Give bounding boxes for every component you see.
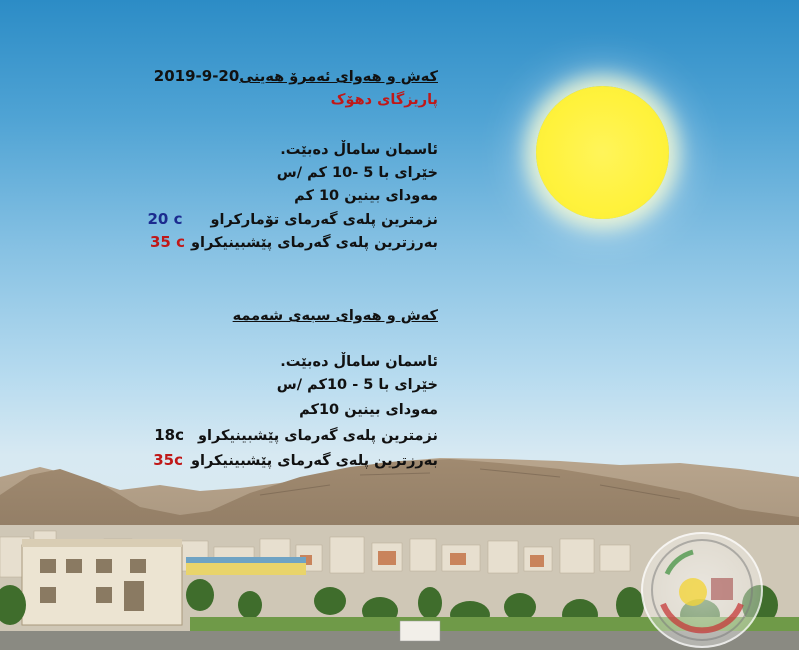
location: پاریزگای دهۆک [330, 92, 438, 108]
tomorrow-max-value: 35c [153, 451, 183, 469]
tomorrow-max-label: بەرزترین پلەی گەرمای پێشبینیکراو [191, 453, 438, 469]
today-max-temp [150, 232, 438, 253]
today-min-value: 20 c [147, 210, 183, 228]
tomorrow-heading: کەش و هەوای سبەی شەممە [232, 308, 438, 324]
today-visibility: مەودای بینین 10 کم [294, 188, 438, 204]
tomorrow-min-value: 18c [154, 426, 185, 444]
tomorrow-sky: ئاسمان ساماڵ دەبێت. [280, 354, 438, 370]
organization-logo-icon [641, 532, 763, 648]
today-heading: کەش و هەوای ئەمرۆ هەینی [239, 69, 438, 85]
today-date: 2019-9-20 [153, 67, 240, 85]
tomorrow-min-temp [154, 425, 438, 446]
today-heading-line [154, 66, 438, 87]
today-max-label: بەرزترین پلەی گەرمای پێشبینیکراو [191, 235, 438, 251]
tomorrow-min-label: نزمترین پلەی گەرمای پێشبینیکراو [198, 428, 438, 444]
tomorrow-wind: خێرای با 5 - 10کم /س [276, 377, 438, 393]
tomorrow-max-temp [153, 450, 438, 471]
today-max-value: 35 c [150, 233, 185, 251]
today-wind: خێرای با 5 -10 کم /س [276, 165, 438, 181]
tomorrow-visibility: مەودای بینین 10کم [299, 402, 438, 418]
sun-icon [536, 86, 669, 219]
today-min-label: نزمترین پلەی گەرمای تۆمارکراو [210, 212, 438, 228]
today-min-temp [148, 209, 439, 230]
today-sky: ئاسمان ساماڵ دەبێت. [280, 142, 438, 158]
